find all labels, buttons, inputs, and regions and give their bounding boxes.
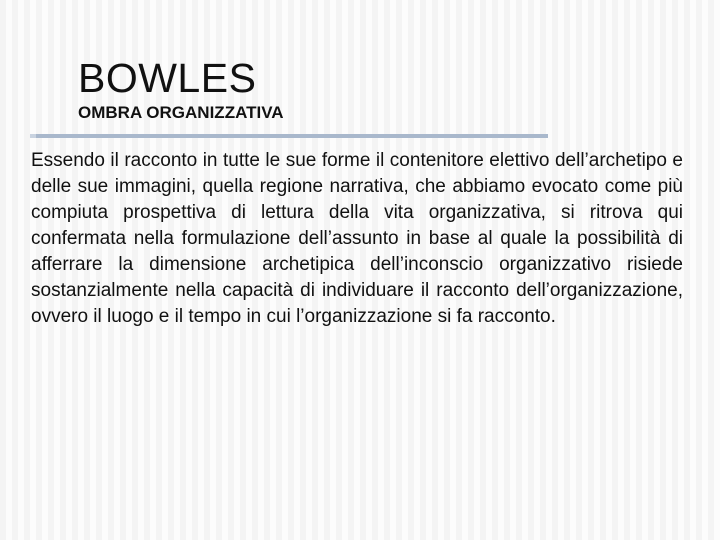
- slide-title: BOWLES: [78, 55, 257, 101]
- body-paragraph: Essendo il racconto in tutte le sue forme il contenitore elettivo dell’archetipo e delle sue immagini, quella regione narrativa, che abbiamo evocato come più compiuta prospettiva di lettura della vita organizzativa, si ritrova qui confermata nella formulazione dell’assunto in base al quale la possibilità di afferrare la dimensione archetipica dell’inconscio organizzativo risiede sostanzialmente nella capacità di individuare il racconto dell’organizzazione, ovvero il luogo e il tempo in cui l’organizzazione si fa racconto.: [31, 150, 683, 327]
- title-divider: [30, 134, 548, 138]
- title-divider-accent: [30, 134, 36, 138]
- slide-subtitle: OMBRA ORGANIZZATIVA: [78, 103, 284, 122]
